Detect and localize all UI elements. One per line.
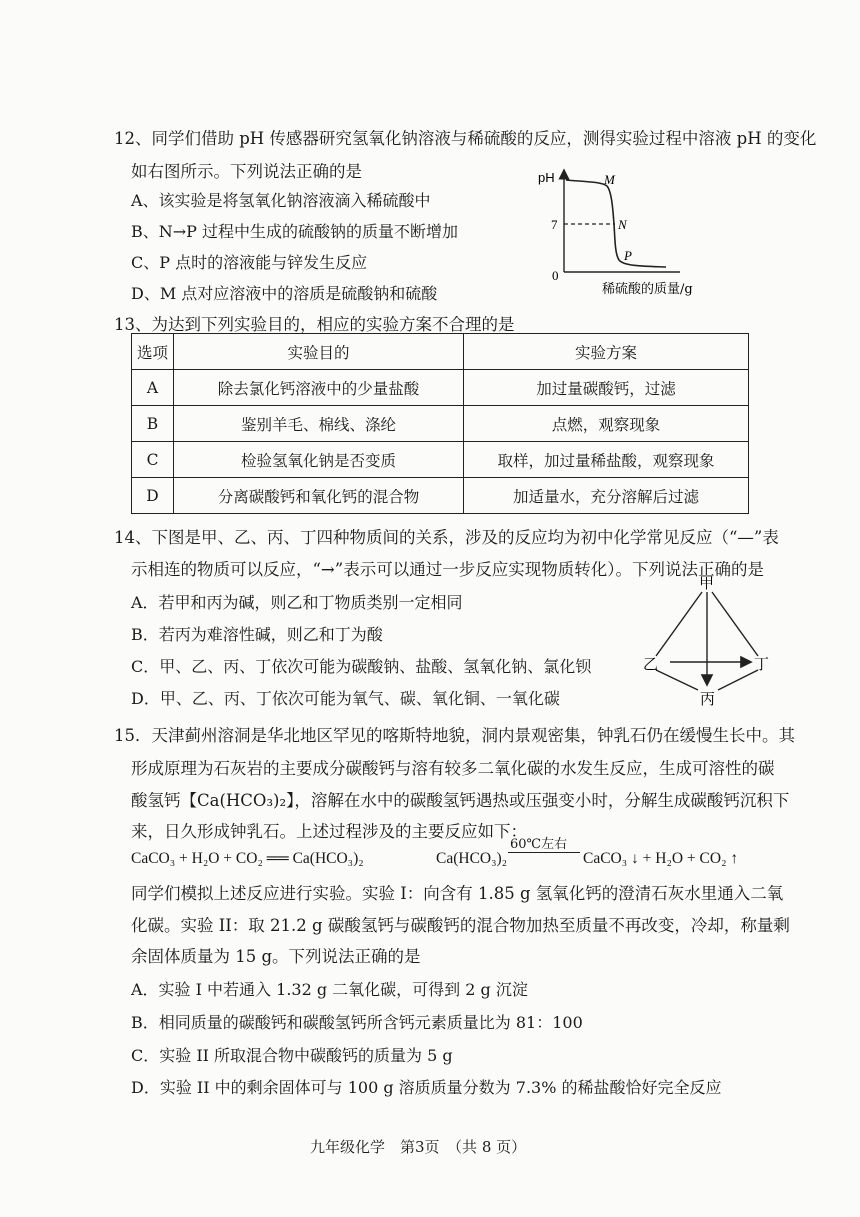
equation-2-products: CaCO₃ ↓ + H₂O + CO₂ ↑ <box>583 850 739 867</box>
row-plan: 加适量水，充分溶解后过滤 <box>464 478 749 514</box>
q12-option-c: C、P 点时的溶液能与锌发生反应 <box>131 253 368 272</box>
node-yi: 乙 <box>643 655 659 673</box>
q12-option-a: A、该实验是将氢氧化钠溶液滴入稀硫酸中 <box>131 191 431 210</box>
equation-2-condition: 60℃左右 <box>510 837 568 852</box>
q15-stem-line4: 来，日久形成钟乳石。上述过程涉及的主要反应如下： <box>131 822 527 841</box>
q15-experiment-line1: 同学们模拟上述反应进行实验。实验 I：向含有 1.85 g 氢氧化钙的澄清石灰水里通入二氧 <box>131 884 784 903</box>
equation-1: CaCO₃ + H₂O + CO₂ ══ Ca(HCO₃)₂ <box>131 850 364 867</box>
node-bing: 丙 <box>700 690 716 708</box>
q15-option-a: A．实验 I 中若通入 1.32 g 二氧化碳，可得到 2 g 沉淀 <box>131 980 528 999</box>
row-option: A <box>132 370 174 406</box>
q15-option-b: B．相同质量的碳酸钙和碳酸氢钙所含钙元素质量比为 81：100 <box>131 1013 583 1032</box>
q15-option-d: D．实验 II 中的剩余固体可与 100 g 溶质质量分数为 7.3% 的稀盐酸恰好完全反应 <box>131 1078 722 1097</box>
header-option: 选项 <box>132 334 174 370</box>
q14-option-b: B．若丙为难溶性碱，则乙和丁为酸 <box>131 625 383 644</box>
origin-label: 0 <box>552 268 559 283</box>
q13-table <box>131 333 749 514</box>
table-header-row <box>132 334 749 370</box>
q12-option-d: D、M 点对应溶液中的溶质是硫酸钠和硫酸 <box>131 284 438 303</box>
q14-stem-line2: 示相连的物质可以反应，“→”表示可以通过一步反应实现物质转化）。下列说法正确的是 <box>131 560 764 579</box>
q14-option-c: C．甲、乙、丙、丁依次可能为碳酸钠、盐酸、氢氧化钠、氯化钡 <box>131 657 592 676</box>
point-m-label: M <box>604 172 615 187</box>
q14-option-a: A．若甲和丙为碱，则乙和丁物质类别一定相同 <box>131 593 463 612</box>
q15-stem-line3: 酸氢钙【Ca(HCO₃)₂】，溶解在水中的碳酸氢钙遇热或压强变小时，分解生成碳酸钙沉积下 <box>131 791 790 810</box>
ph-curve-graph <box>520 160 700 300</box>
q13-stem: 13、为达到下列实验目的，相应的实验方案不合理的是 <box>114 315 515 334</box>
q15-option-c: C．实验 II 所取混合物中碳酸钙的质量为 5 g <box>131 1046 453 1065</box>
q12-option-b: B、N→P 过程中生成的硫酸钠的质量不断增加 <box>131 222 459 241</box>
table-row <box>132 442 749 478</box>
x-axis-label: 稀硫酸的质量/g <box>602 282 693 297</box>
table-row <box>132 478 749 514</box>
point-n-label: N <box>618 217 627 232</box>
line-jia-ding <box>712 592 758 656</box>
y-axis-label: pH <box>538 170 555 185</box>
q12-stem-line1: 12、同学们借助 pH 传感器研究氢氧化钠溶液与稀硫酸的反应，测得实验过程中溶液 pH 的变化 <box>114 129 817 148</box>
q15-experiment-line2: 化碳。实验 II：取 21.2 g 碳酸氢钙与碳酸钙的混合物加热至质量不再改变，冷却，称量剩 <box>131 916 790 935</box>
q12-stem-line2: 如右图所示。下列说法正确的是 <box>131 162 362 181</box>
tick-7: 7 <box>551 217 558 232</box>
row-option: C <box>132 442 174 478</box>
equation-2-reaction-bar <box>508 852 580 853</box>
row-option: D <box>132 478 174 514</box>
table-row <box>132 406 749 442</box>
line-yi-bing <box>656 670 698 690</box>
row-plan: 取样，加过量稀盐酸，观察现象 <box>464 442 749 478</box>
substance-relation-diagram <box>640 572 780 708</box>
row-purpose: 除去氯化钙溶液中的少量盐酸 <box>174 370 464 406</box>
row-option: B <box>132 406 174 442</box>
table-row <box>132 370 749 406</box>
point-p-label: P <box>624 248 632 263</box>
q15-experiment-line3: 余固体质量为 15 g。下列说法正确的是 <box>131 947 421 966</box>
row-plan: 加过量碳酸钙，过滤 <box>464 370 749 406</box>
row-purpose: 鉴别羊毛、棉线、涤纶 <box>174 406 464 442</box>
node-jia: 甲 <box>699 574 715 592</box>
row-plan: 点燃，观察现象 <box>464 406 749 442</box>
line-ding-bing <box>718 670 758 690</box>
row-purpose: 检验氢氧化钠是否变质 <box>174 442 464 478</box>
q14-stem-line1: 14、下图是甲、乙、丙、丁四种物质间的关系，涉及的反应均为初中化学常见反应（“—”表 <box>114 528 779 547</box>
page-footer: 九年级化学 第3页 （共 8 页） <box>310 1138 527 1156</box>
q15-stem-line1: 15．天津蓟州溶洞是华北地区罕见的喀斯特地貌，洞内景观密集，钟乳石仍在缓慢生长中。其 <box>114 726 795 745</box>
row-purpose: 分离碳酸钙和氧化钙的混合物 <box>174 478 464 514</box>
equation-2-reactant: Ca(HCO₃)₂ <box>436 850 508 867</box>
q14-option-d: D．甲、乙、丙、丁依次可能为氧气、碳、氧化铜、一氧化碳 <box>131 689 560 708</box>
q15-stem-line2: 形成原理为石灰岩的主要成分碳酸钙与溶有较多二氧化碳的水发生反应，生成可溶性的碳 <box>131 759 775 778</box>
header-plan: 实验方案 <box>464 334 749 370</box>
header-purpose: 实验目的 <box>174 334 464 370</box>
line-jia-yi <box>656 592 702 656</box>
node-ding: 丁 <box>754 655 770 673</box>
